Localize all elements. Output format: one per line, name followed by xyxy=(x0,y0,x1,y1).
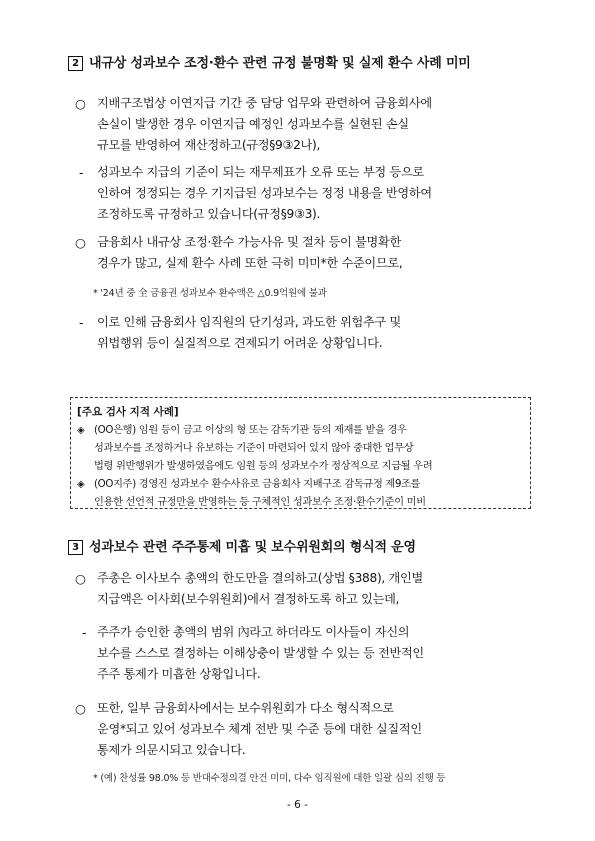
section-2-heading xyxy=(68,52,471,71)
section-2-title: 내규상 성과보수 조정·환수 관련 규정 불명확 및 실제 환수 사례 미미 xyxy=(89,56,471,71)
section-2-paragraph-4 xyxy=(97,312,401,354)
text-line: 인하여 정정되는 경우 기지급된 성과보수는 정정 내용을 반영하여 xyxy=(97,186,432,200)
section-2-paragraph-2 xyxy=(97,162,432,225)
section-2-number: 2 xyxy=(68,56,83,71)
text-line: 주주 통제가 미흡한 상황입니다. xyxy=(97,667,261,681)
text-line: 성과보수를 조정하거나 유보하는 기준이 마련되어 있지 않아 중대한 업무상 xyxy=(94,443,414,454)
section-3-paragraph-2 xyxy=(97,622,424,685)
text-line: 금융회사 내규상 조정·환수 가능사유 및 절차 등이 불명확한 xyxy=(97,235,401,249)
section-3-footnote: * (예) 찬성률 98.0% 등 반대수정의결 안건 미미, 다수 임직원에 대한 일괄 심의 진행 등 xyxy=(93,773,446,784)
section-3-title: 성과보수 관련 주주통제 미흡 및 보수위원회의 형식적 운영 xyxy=(89,540,416,555)
text-line: 법령 위반행위가 발생하였음에도 임원 등의 성과보수가 정상적으로 지급될 우려 xyxy=(94,461,433,472)
text-line: 운영*되고 있어 성과보수 체계 전반 및 수준 등에 대한 실질적인 xyxy=(97,722,422,736)
text-line: 보수를 스스로 결정하는 이해상충이 발생할 수 있는 등 전반적인 xyxy=(97,646,424,660)
dash-marker: - xyxy=(79,165,84,180)
examples-box-title: [주요 검사 지적 사례] xyxy=(77,406,179,418)
section-2-paragraph-3 xyxy=(97,232,402,274)
diamond-bullet-icon: ◈ xyxy=(77,425,85,436)
bullet-marker: ○ xyxy=(75,96,86,111)
text-line: 지배구조법상 이연지급 기간 중 담당 업무와 관련하여 금융회사에 xyxy=(97,96,432,110)
text-line: 규모를 반영하여 재산정하고(규정§9③2나), xyxy=(97,138,321,152)
dash-marker: - xyxy=(82,625,87,640)
text-line: 경우가 많고, 실제 환수 사례 또한 극히 미미*한 수준이므로, xyxy=(97,256,403,270)
section-2-footnote: * '24년 중 全 금융권 성과보수 환수액은 △0.9억원에 불과 xyxy=(93,288,327,299)
section-3-number: 3 xyxy=(68,540,83,555)
text-line: 이로 인해 금융회사 임직원의 단기성과, 과도한 위험추구 및 xyxy=(97,315,401,329)
inspection-examples-box xyxy=(70,397,531,509)
bullet-marker: ○ xyxy=(75,235,86,250)
bullet-marker: ○ xyxy=(75,701,86,716)
page-number: - 6 - xyxy=(287,799,308,811)
text-line: 조정하도록 규정하고 있습니다(규정§9③3). xyxy=(97,207,321,221)
text-line: 인용한 선언적 규정만을 반영하는 등 구체적인 성과보수 조정·환수기준이 미비 xyxy=(94,497,426,508)
bullet-marker: ○ xyxy=(75,571,86,586)
section-3-paragraph-1 xyxy=(97,568,423,610)
section-3-paragraph-3 xyxy=(97,698,422,761)
text-line: (OO지주) 경영진 성과보수 환수사유로 금융회사 지배구조 감독규정 제9조를 xyxy=(94,479,421,490)
dash-marker: - xyxy=(79,315,84,330)
text-line: (OO은행) 임원 등이 금고 이상의 형 또는 감독기관 등의 제재를 받을 경우 xyxy=(94,425,407,436)
text-line: 통제가 의문시되고 있습니다. xyxy=(97,743,246,757)
section-3-heading xyxy=(68,536,416,555)
text-line: 주총은 이사보수 총액의 한도만을 결의하고(상법 §388), 개인별 xyxy=(97,571,423,585)
text-line: 성과보수 지급의 기준이 되는 재무제표가 오류 또는 부정 등으로 xyxy=(97,165,424,179)
section-2-paragraph-1 xyxy=(97,93,432,156)
text-line: 지급액은 이사회(보수위원회)에서 결정하도록 하고 있는데, xyxy=(97,592,400,606)
text-line: 위법행위 등이 실질적으로 견제되기 어려운 상황입니다. xyxy=(97,336,383,350)
text-line: 주주가 승인한 총액의 범위 內라고 하더라도 이사들이 자신의 xyxy=(97,625,410,639)
text-line: 또한, 일부 금융회사에서는 보수위원회가 다소 형식적으로 xyxy=(97,701,394,715)
text-line: 손실이 발생한 경우 이연지급 예정인 성과보수를 실현된 손실 xyxy=(97,117,409,131)
diamond-bullet-icon: ◈ xyxy=(77,479,85,490)
